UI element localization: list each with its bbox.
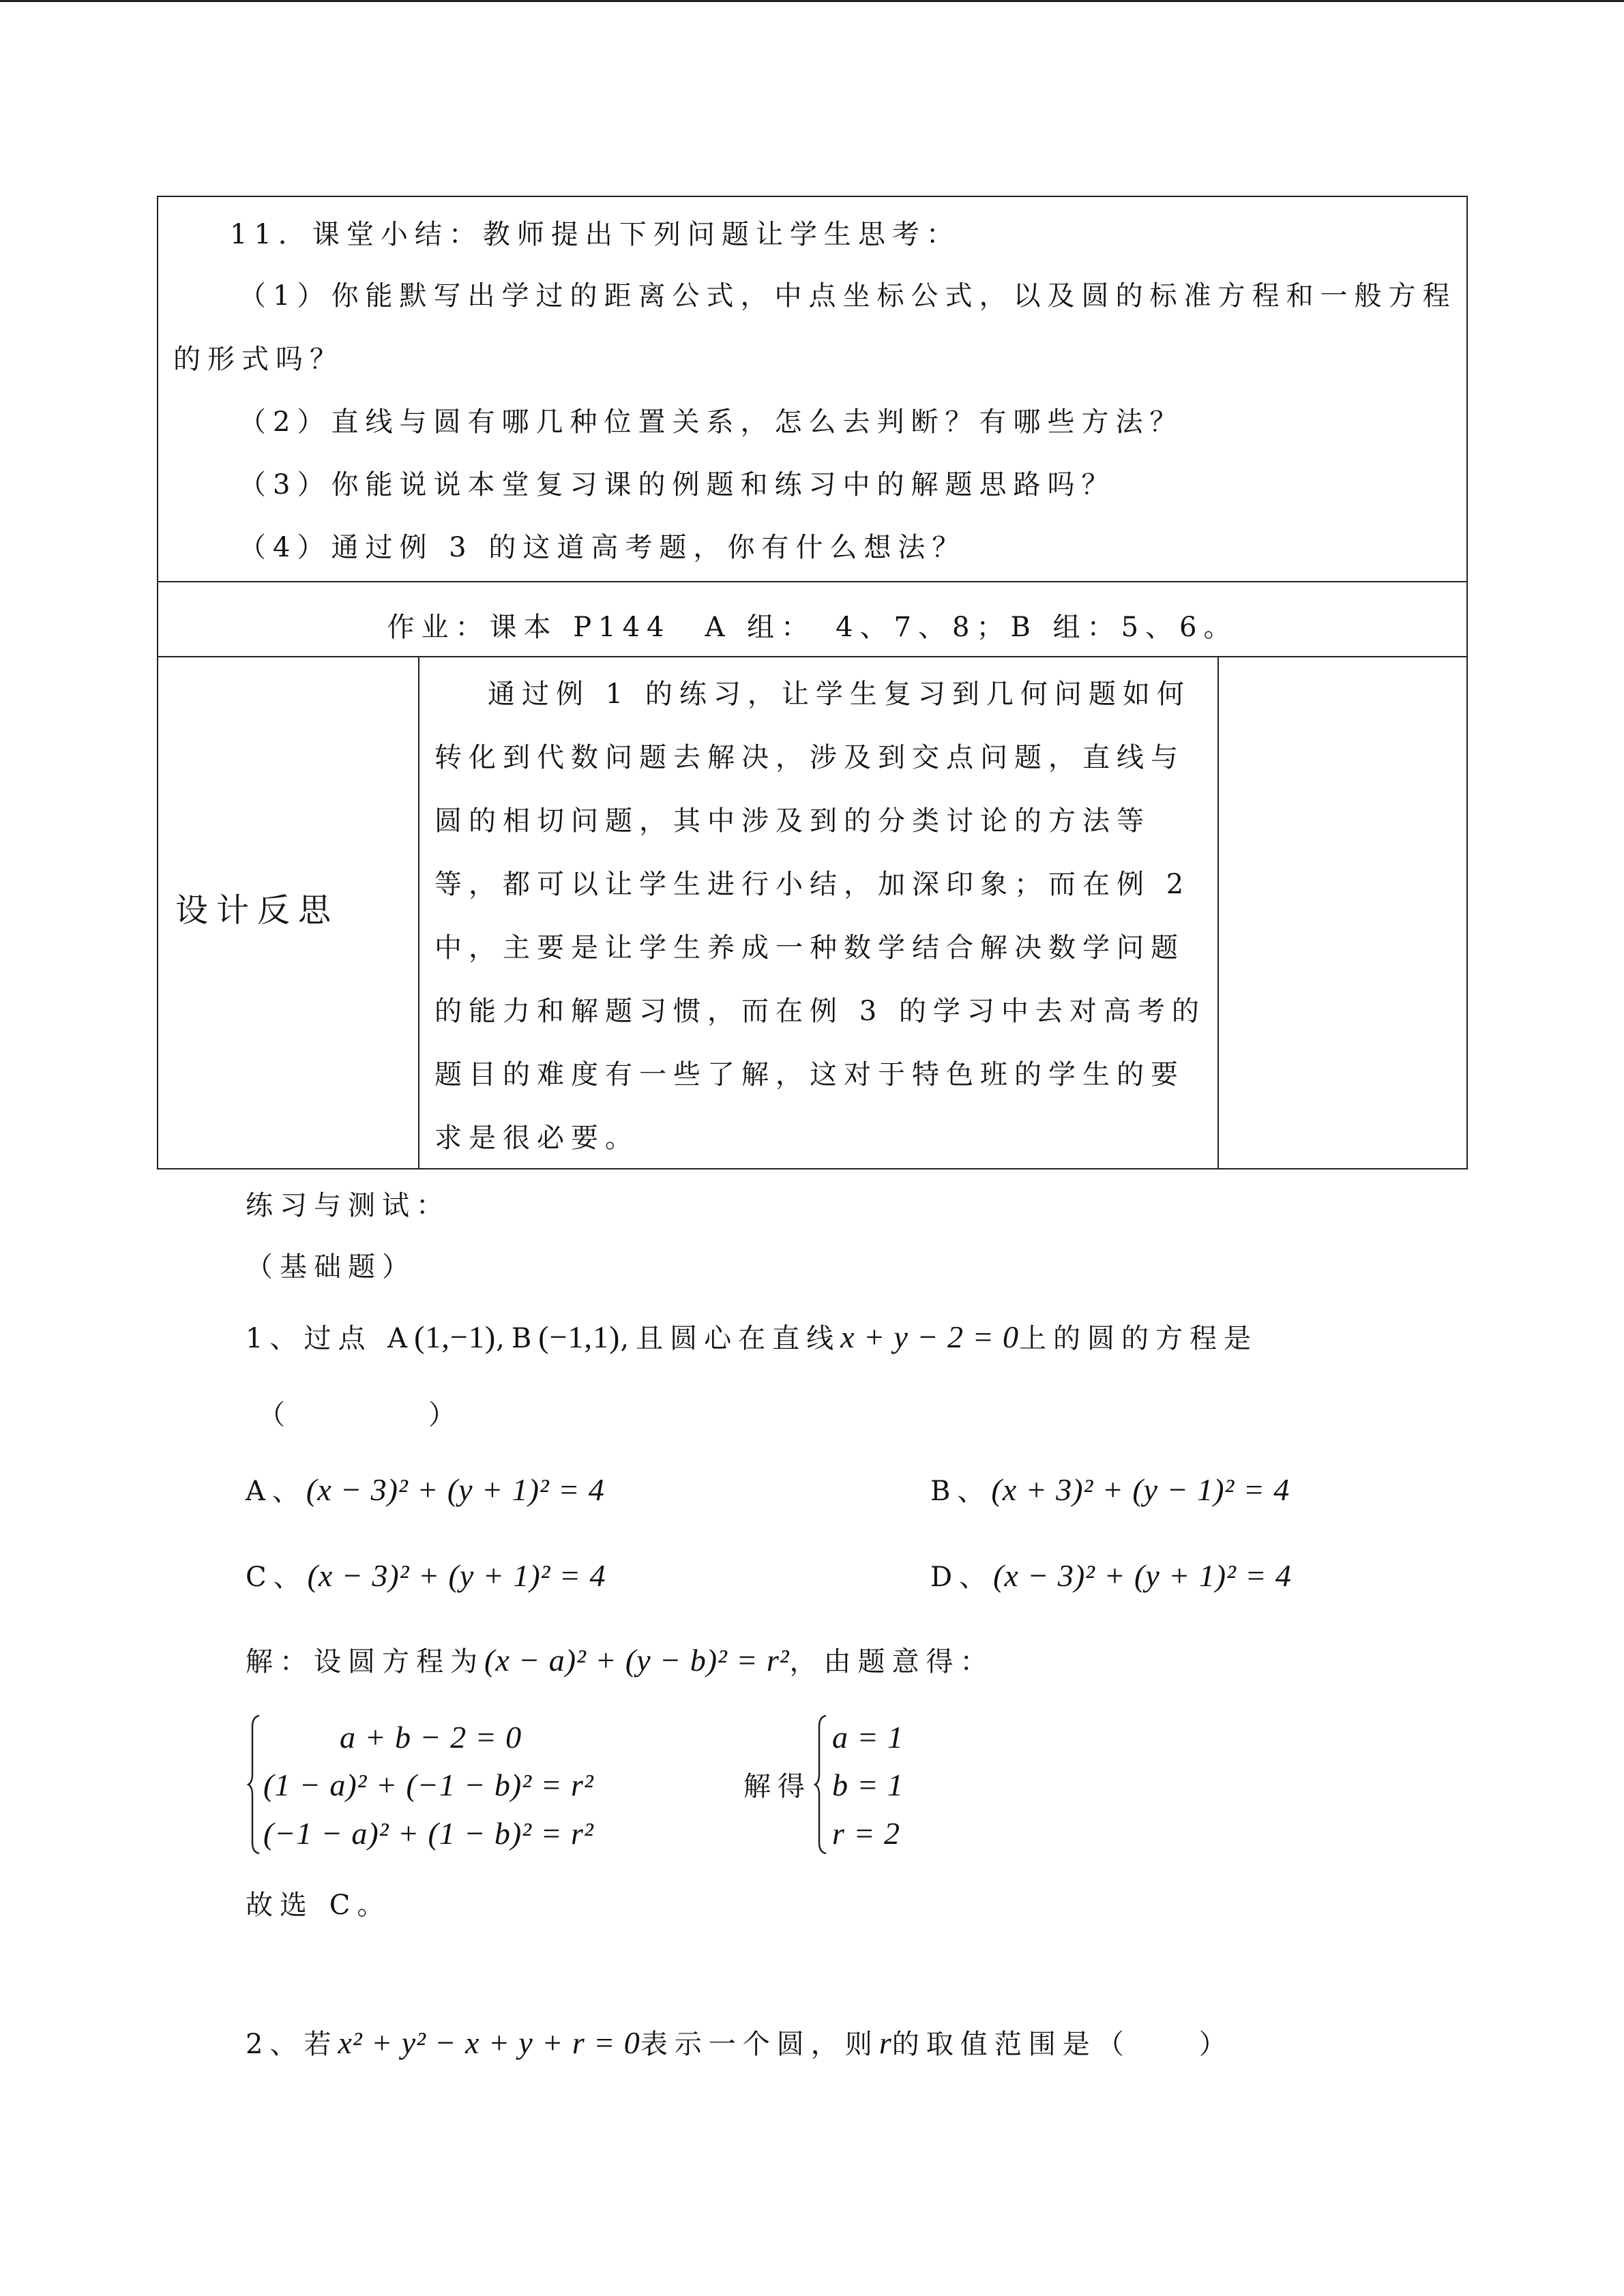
reflection-row — [158, 657, 1466, 1168]
problem-2-stem — [246, 2027, 1233, 2059]
reflection-line: 等，都可以让学生进行小结，加深印象；而在例 2 — [434, 869, 1191, 900]
left-brace — [247, 1713, 261, 1856]
problem-1-post: 上的圆的方程是 — [1019, 1323, 1258, 1354]
option-c-formula: (x − 3)² + (y + 1)² = 4 — [307, 1558, 606, 1593]
solution-post: ，由题意得： — [789, 1646, 994, 1678]
option-b-formula: (x + 3)² + (y − 1)² = 4 — [991, 1472, 1290, 1507]
reflection-label-cell — [158, 657, 419, 1168]
solution-conclusion: 故选 C。 — [246, 1890, 392, 1921]
point-b: (−1,1) — [538, 1320, 621, 1354]
reflection-line: 转化到代数问题去解决，涉及到交点问题，直线与 — [434, 742, 1185, 773]
answer-r: r = 2 — [832, 1816, 900, 1851]
problem-2-pre: 2、若 — [246, 2029, 338, 2060]
practice-subtitle: （基础题） — [246, 1251, 416, 1283]
reflection-line: 圆的相切问题，其中涉及到的分类讨论的方法等 — [434, 805, 1151, 837]
option-a-label: A、 — [246, 1476, 306, 1507]
reflection-line: 通过例 1 的练习，让学生复习到几何问题如何 — [488, 679, 1191, 710]
right-brace — [814, 1713, 827, 1856]
option-c-label: C、 — [246, 1562, 308, 1593]
reflection-label: 设计反思 — [175, 891, 340, 929]
problem-1-pre: 1、过点 A — [246, 1323, 415, 1354]
homework-text: 作业：课本 P144 A 组： 4、7、8；B 组：5、6。 — [387, 612, 1238, 643]
problem-2-variable: r — [879, 2025, 892, 2060]
problem-1-stem — [246, 1322, 1258, 1353]
answer-b: b = 1 — [832, 1768, 904, 1802]
summary-question-1: （1）你能默写出学过的距离公式，中点坐标公式，以及圆的标准方程和一般方程 — [239, 280, 1457, 312]
point-a: (1,−1) — [414, 1320, 497, 1354]
reflection-line: 求是很必要。 — [434, 1122, 639, 1154]
option-b-label: B、 — [930, 1476, 992, 1507]
line-equation: x + y − 2 = 0 — [840, 1320, 1020, 1354]
lesson-table — [157, 196, 1468, 1169]
solution-equation: (x − a)² + (y − b)² = r² — [484, 1643, 790, 1678]
problem-2-post: 的取值范围是（ ） — [891, 2029, 1233, 2060]
practice-title: 练习与测试： — [246, 1190, 450, 1221]
summary-question-2: （2）直线与圆有哪几种位置关系，怎么去判断？有哪些方法？ — [239, 406, 1184, 438]
page-top-rule — [0, 0, 1624, 2]
problem-1-mid: ,且圆心在直线 — [620, 1323, 841, 1354]
problem-2-mid: 表示一个圆，则 — [640, 2029, 879, 2060]
problem-1-sep: ,B — [496, 1323, 539, 1354]
summary-heading: 11．课堂小结：教师提出下列问题让学生思考： — [230, 219, 960, 250]
problem-2-equation: x² + y² − x + y + r = 0 — [338, 2025, 640, 2060]
solved-label: 解得 — [743, 1771, 812, 1802]
system-equation-1: a + b − 2 = 0 — [340, 1720, 522, 1755]
reflection-line: 中，主要是让学生养成一种数学结合解决数学问题 — [434, 932, 1185, 964]
option-d — [930, 1560, 1292, 1592]
reflection-notes-cell — [1219, 657, 1466, 1168]
option-a — [246, 1474, 605, 1506]
summary-question-4: （4）通过例 3 的这道高考题，你有什么想法？ — [239, 532, 966, 563]
option-b — [930, 1474, 1290, 1506]
reflection-body-cell — [419, 657, 1219, 1168]
homework-cell — [158, 582, 1466, 657]
summary-question-1-cont: 的形式吗？ — [173, 344, 344, 375]
option-d-label: D、 — [930, 1562, 994, 1593]
option-d-formula: (x − 3)² + (y + 1)² = 4 — [993, 1558, 1292, 1593]
summary-cell — [158, 197, 1466, 582]
solution-intro — [246, 1645, 994, 1676]
reflection-line: 的能力和解题习惯，而在例 3 的学习中去对高考的 — [434, 996, 1206, 1027]
option-c — [246, 1560, 606, 1592]
answer-a: a = 1 — [832, 1720, 904, 1755]
reflection-line: 题目的难度有一些了解，这对于特色班的学生的要 — [434, 1059, 1185, 1090]
answer-blank: （ ） — [258, 1399, 462, 1431]
summary-question-3: （3）你能说说本堂复习课的例题和练习中的解题思路吗？ — [239, 469, 1116, 501]
system-equation-3: (−1 − a)² + (1 − b)² = r² — [263, 1816, 594, 1851]
option-a-formula: (x − 3)² + (y + 1)² = 4 — [306, 1472, 605, 1507]
system-equation-2: (1 − a)² + (−1 − b)² = r² — [263, 1768, 594, 1802]
solution-pre: 解：设圆方程为 — [246, 1646, 484, 1678]
